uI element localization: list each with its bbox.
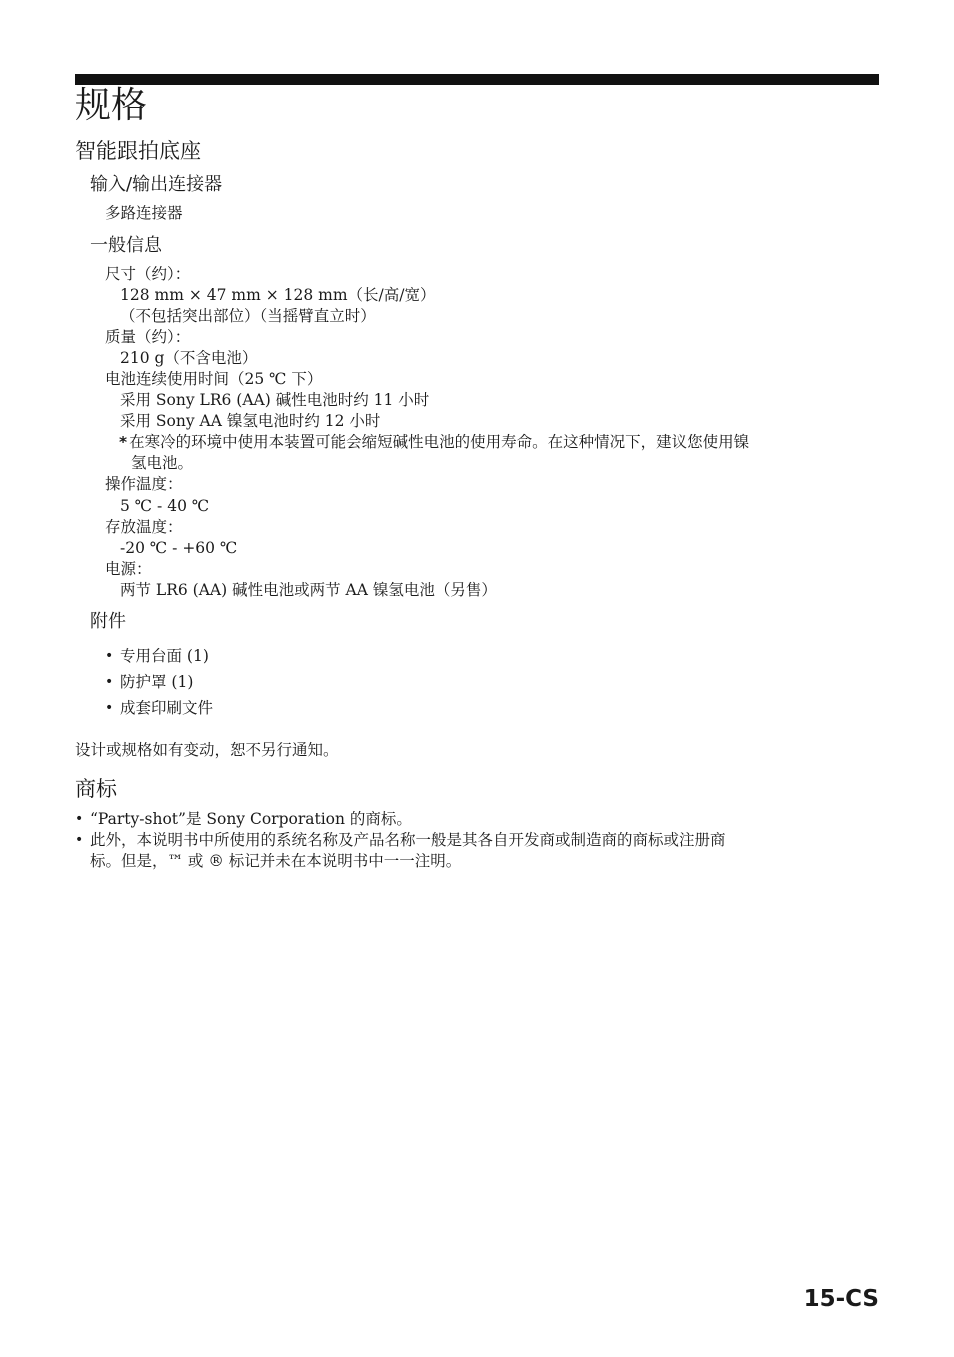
- mass-label: 质量（约）：: [105, 328, 191, 346]
- page-number: 15-CS: [803, 1286, 879, 1312]
- change-notice: 设计或规格如有变动，恕不另行通知。: [75, 741, 339, 759]
- accessory-item: 成套印刷文件: [120, 699, 214, 717]
- trademark-item-party-shot: “Party-shot”是 Sony Corporation 的商标。: [90, 810, 412, 828]
- battery-note: [119, 432, 749, 453]
- bullet-glyph: •: [105, 674, 114, 690]
- trademark-item-general-line2: 标。但是，™ 或 ® 标记并未在本说明书中一一注明。: [90, 852, 462, 870]
- io-value: 多路连接器: [105, 204, 183, 222]
- operating-temp-value: 5 ℃ - 40 ℃: [120, 497, 210, 515]
- mass-value: 210 g（不含电池）: [120, 349, 258, 367]
- dimensions-label: 尺寸（约）：: [105, 265, 191, 283]
- battery-life-label: 电池连续使用时间（25 ℃ 下）: [105, 370, 323, 388]
- trademarks-heading: 商标: [75, 777, 117, 801]
- dimensions-note: （不包括突出部位）（当摇臂直立时）: [120, 307, 376, 325]
- bullet-glyph: •: [105, 700, 114, 716]
- dimensions-value: 128 mm × 47 mm × 128 mm（长/高/宽）: [120, 286, 436, 304]
- power-label: 电源：: [105, 560, 152, 578]
- general-heading: 一般信息: [90, 235, 162, 256]
- title-rule: [75, 74, 879, 85]
- storage-temp-value: -20 ℃ - +60 ℃: [120, 539, 238, 557]
- io-heading: 输入/输出连接器: [90, 174, 223, 195]
- bullet-glyph: •: [75, 811, 84, 827]
- bullet-glyph: •: [75, 832, 84, 848]
- operating-temp-label: 操作温度：: [105, 475, 183, 493]
- trademark-item-general-line1: 此外，本说明书中所使用的系统名称及产品名称一般是其各自开发商或制造商的商标或注册商: [90, 831, 726, 849]
- page-title: 规格: [75, 85, 148, 126]
- storage-temp-label: 存放温度：: [105, 518, 183, 536]
- accessory-item: 防护罩 (1): [120, 673, 194, 691]
- battery-note-line2: 氢电池。: [131, 454, 194, 472]
- battery-life-nimh: 采用 Sony AA 镍氢电池时约 12 小时: [120, 412, 381, 430]
- battery-life-alkaline: 采用 Sony LR6 (AA) 碱性电池时约 11 小时: [120, 391, 430, 409]
- accessory-item: 专用台面 (1): [120, 647, 209, 665]
- battery-note-line1: 在寒冷的环境中使用本装置可能会缩短碱性电池的使用寿命。在这种情况下，建议您使用镍: [129, 433, 750, 451]
- section-heading-dock: 智能跟拍底座: [75, 139, 201, 163]
- bullet-glyph: •: [105, 648, 114, 664]
- accessories-heading: 附件: [90, 611, 126, 632]
- note-asterisk: *: [119, 433, 128, 451]
- power-value: 两节 LR6 (AA) 碱性电池或两节 AA 镍氢电池（另售）: [120, 581, 497, 599]
